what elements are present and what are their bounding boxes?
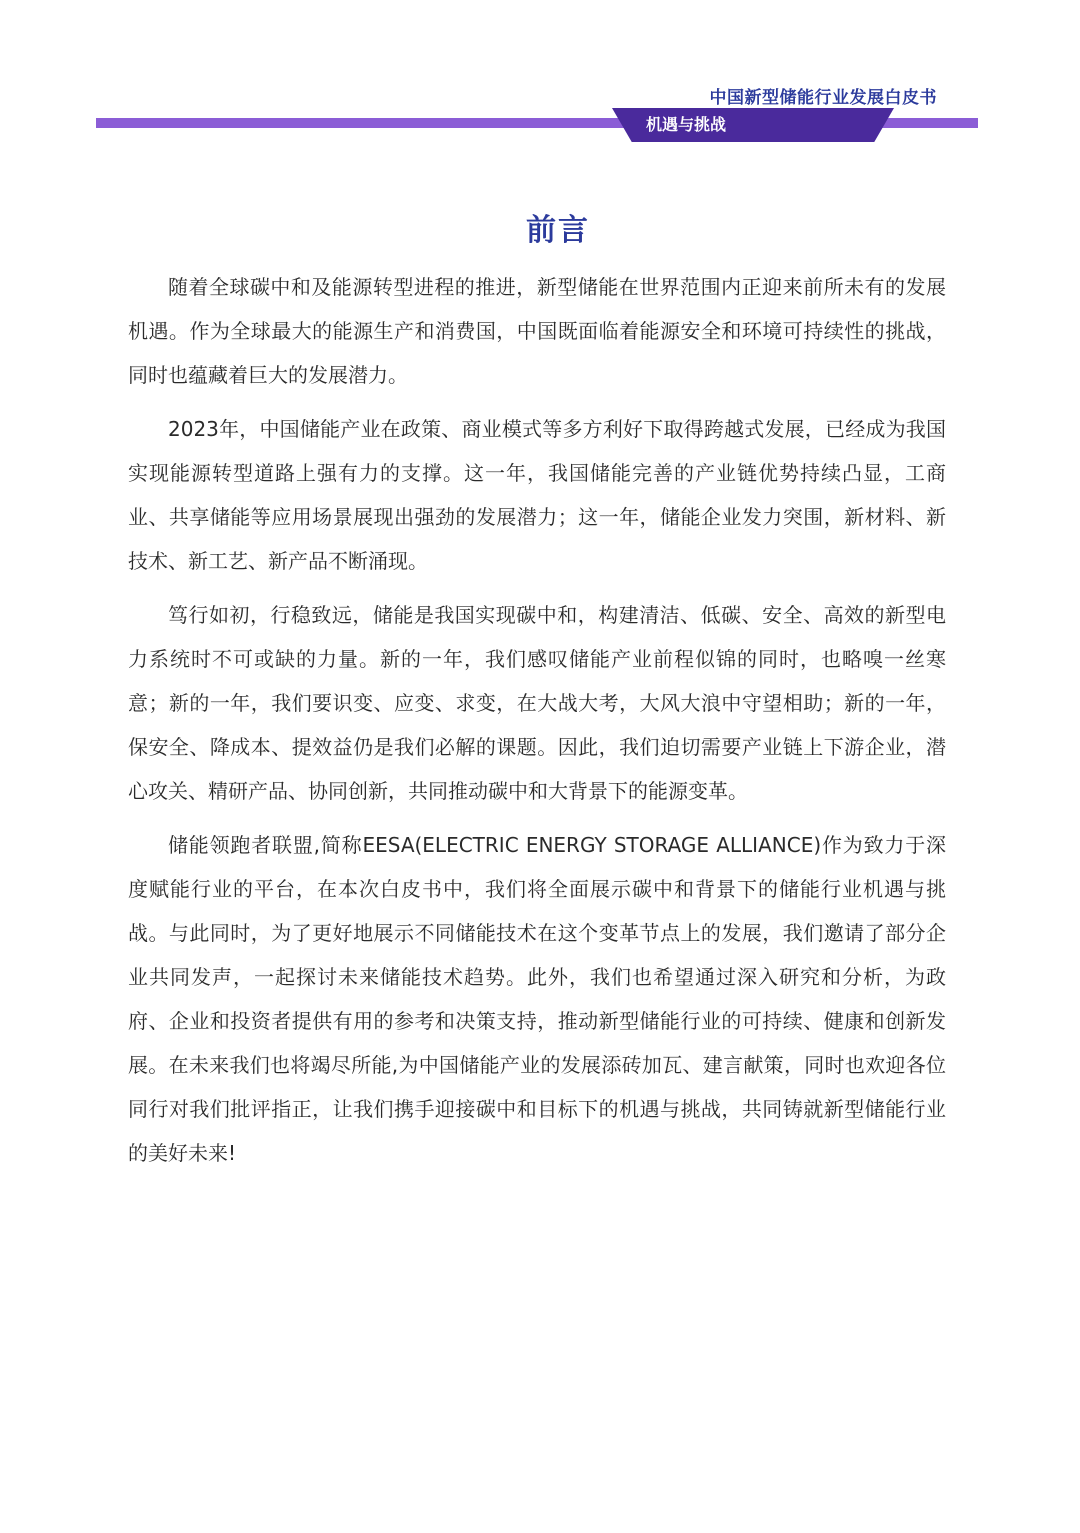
paragraph-4: 储能领跑者联盟,简称EESA(ELECTRIC ENERGY STORAGE ALLIANCE)作为致力于深度赋能行业的平台，在本次白皮书中，我们将全面展示碳中和背景下的储能行业机遇与挑战。与此同时，为了更好地展示不同储能技术在这个变革节点上的发展，我们邀请了部分企业共同发声，一起探讨未来储能技术趋势。此外，我们也希望通过深入研究和分析，为政府、企业和投资者提供有用的参考和决策支持，推动新型储能行业的可持续、健康和创新发展。在未来我们也将竭尽所能,为中国储能产业的发展添砖加瓦、建言献策，同时也欢迎各位同行对我们批评指正，让我们携手迎接碳中和目标下的机遇与挑战，共同铸就新型储能行业的美好未来! <box>128 833 946 1165</box>
page-title: 前言 <box>526 213 590 248</box>
paragraph-2: 2023年，中国储能产业在政策、商业模式等多方利好下取得跨越式发展，已经成为我国实现能源转型道路上强有力的支撑。这一年，我国储能完善的产业链优势持续凸显，工商业、共享储能等应用场景展现出强劲的发展潜力；这一年，储能企业发力突围，新材料、新技术、新工艺、新产品不断涌现。 <box>128 417 946 573</box>
paragraph-1: 随着全球碳中和及能源转型进程的推进，新型储能在世界范围内正迎来前所未有的发展机遇。作为全球最大的能源生产和消费国，中国既面临着能源安全和环境可持续性的挑战，同时也蕴藏着巨大的发展潜力。 <box>128 275 946 387</box>
section-tab-label: 机遇与挑战 <box>646 115 727 134</box>
paragraph-3: 笃行如初，行稳致远，储能是我国实现碳中和，构建清洁、低碳、安全、高效的新型电力系统时不可或缺的力量。新的一年，我们感叹储能产业前程似锦的同时，也略嗅一丝寒意；新的一年，我们要识变、应变、求变，在大战大考，大风大浪中守望相助；新的一年，保安全、降成本、提效益仍是我们必解的课题。因此，我们迫切需要产业链上下游企业，潜心攻关、精研产品、协同创新，共同推动碳中和大背景下的能源变革。 <box>128 603 946 803</box>
body-text <box>128 265 946 1185</box>
report-title: 中国新型储能行业发展白皮书 <box>709 88 937 108</box>
